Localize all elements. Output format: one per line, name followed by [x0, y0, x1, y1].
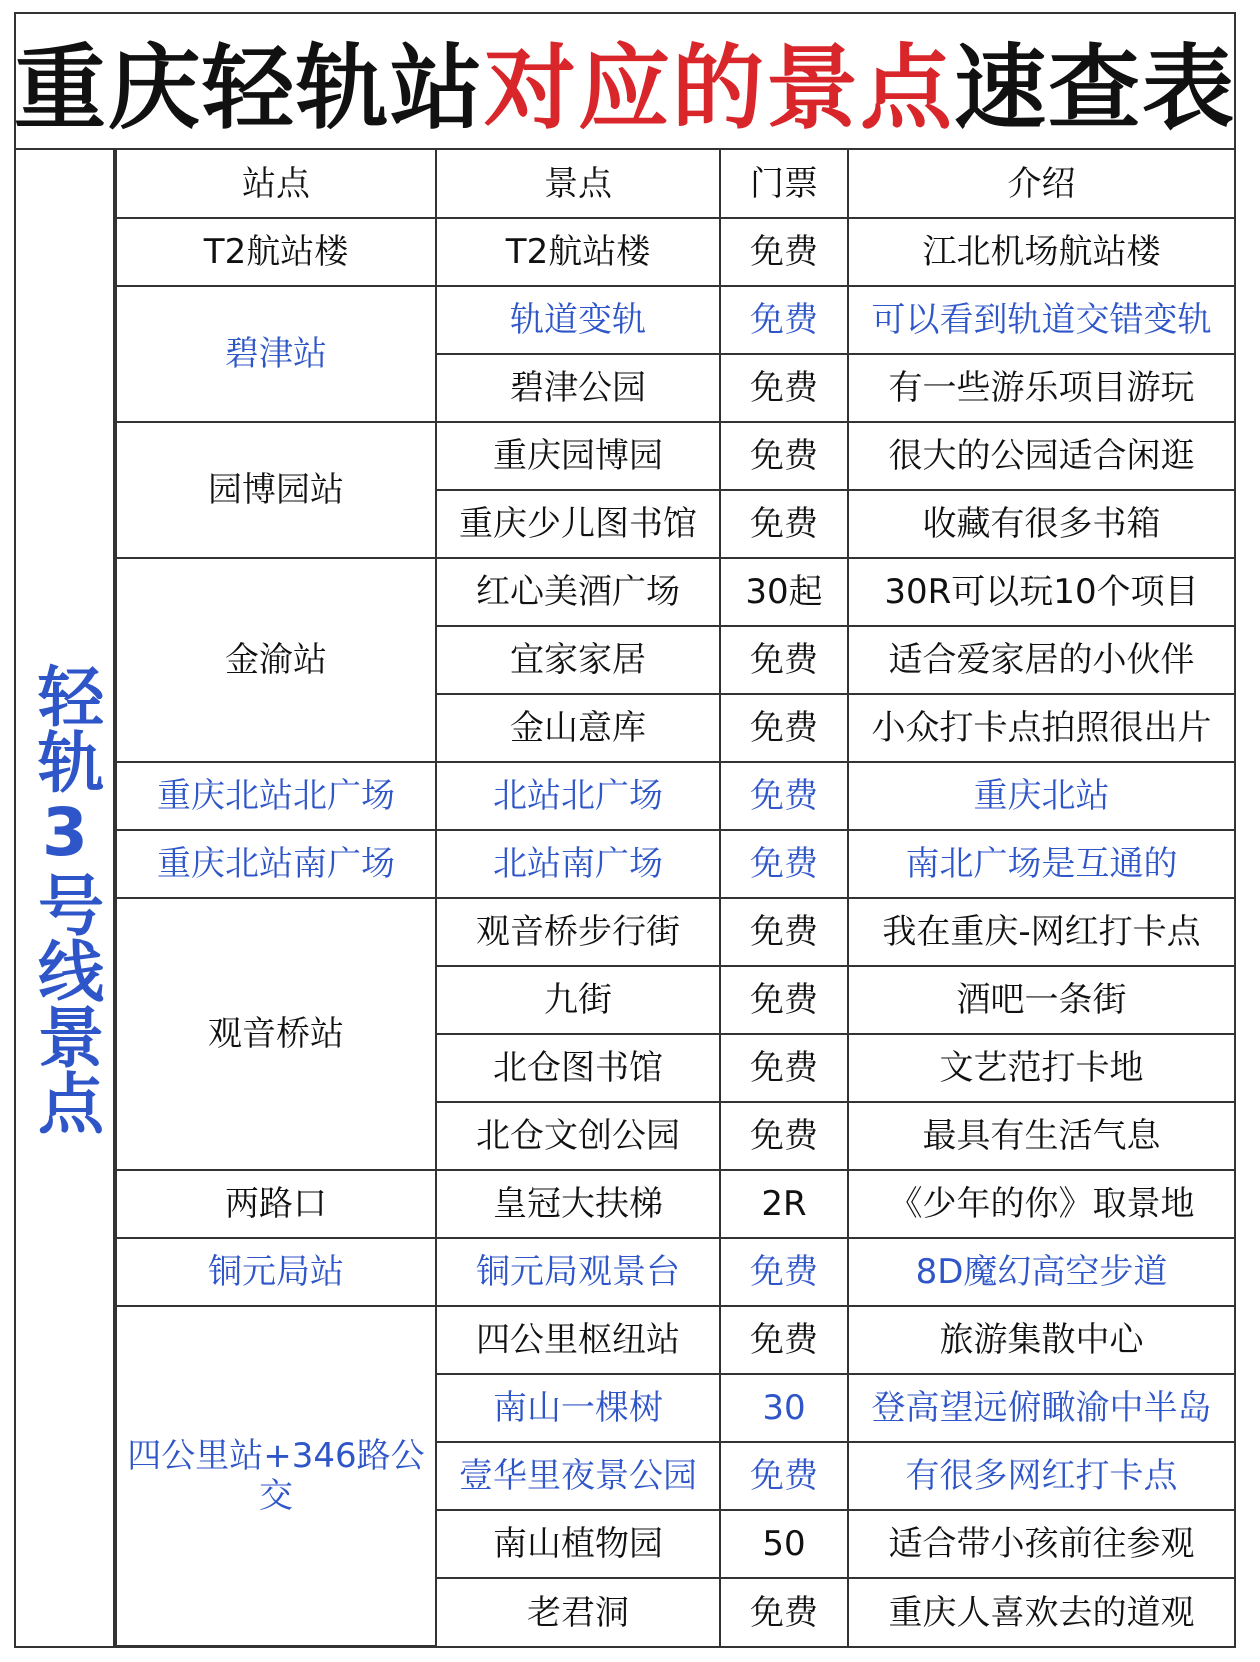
intro-cell: 酒吧一条街: [848, 966, 1234, 1034]
ticket-cell: 免费: [720, 1034, 848, 1102]
ticket-cell: 免费: [720, 1238, 848, 1306]
station-cell: 两路口: [116, 1170, 436, 1238]
ticket-cell: 免费: [720, 354, 848, 422]
intro-cell: 登高望远俯瞰渝中半岛: [848, 1374, 1234, 1442]
ticket-cell: 免费: [720, 626, 848, 694]
ticket-cell: 免费: [720, 1578, 848, 1646]
table-row: [116, 286, 1234, 354]
header-ticket: 门票: [720, 150, 848, 218]
spot-cell: 南山植物园: [436, 1510, 720, 1578]
table-row: [116, 1238, 1234, 1306]
table-row: [116, 830, 1234, 898]
intro-cell: 江北机场航站楼: [848, 218, 1234, 286]
side-label: 轻轨3号线景点: [26, 661, 104, 1135]
page-title: [13, 14, 1237, 150]
spot-cell: 金山意库: [436, 694, 720, 762]
intro-cell: 很大的公园适合闲逛: [848, 422, 1234, 490]
spot-cell: 老君洞: [436, 1578, 720, 1646]
table-row: [116, 762, 1234, 830]
spot-cell: 观音桥步行街: [436, 898, 720, 966]
ticket-cell: 30起: [720, 558, 848, 626]
intro-cell: 适合带小孩前往参观: [848, 1510, 1234, 1578]
intro-cell: 重庆人喜欢去的道观: [848, 1578, 1234, 1646]
table-body: [16, 150, 1234, 1646]
ticket-cell: 30: [720, 1374, 848, 1442]
ticket-cell: 免费: [720, 1306, 848, 1374]
intro-cell: 旅游集散中心: [848, 1306, 1234, 1374]
station-cell: 铜元局站: [116, 1238, 436, 1306]
spot-cell: 北站南广场: [436, 830, 720, 898]
ticket-cell: 免费: [720, 422, 848, 490]
header-station: 站点: [116, 150, 436, 218]
table-row: [116, 218, 1234, 286]
intro-cell: 适合爱家居的小伙伴: [848, 626, 1234, 694]
ticket-cell: 免费: [720, 966, 848, 1034]
intro-cell: 文艺范打卡地: [848, 1034, 1234, 1102]
spot-cell: 重庆少儿图书馆: [436, 490, 720, 558]
ticket-cell: 2R: [720, 1170, 848, 1238]
intro-cell: 有很多网红打卡点: [848, 1442, 1234, 1510]
side-label-column: [16, 150, 115, 1646]
header-spot: 景点: [436, 150, 720, 218]
ticket-cell: 免费: [720, 694, 848, 762]
intro-cell: 南北广场是互通的: [848, 830, 1234, 898]
spot-cell: 北仓图书馆: [436, 1034, 720, 1102]
ticket-cell: 免费: [720, 218, 848, 286]
station-cell: 四公里站+346路公交: [116, 1306, 436, 1646]
intro-cell: 《少年的你》取景地: [848, 1170, 1234, 1238]
spot-cell: 重庆园博园: [436, 422, 720, 490]
ticket-cell: 免费: [720, 762, 848, 830]
table-row: [116, 422, 1234, 490]
ticket-cell: 50: [720, 1510, 848, 1578]
station-cell: 观音桥站: [116, 898, 436, 1170]
station-cell: 园博园站: [116, 422, 436, 558]
intro-cell: 小众打卡点拍照很出片: [848, 694, 1234, 762]
spot-cell: 红心美酒广场: [436, 558, 720, 626]
spot-cell: 碧津公园: [436, 354, 720, 422]
spot-cell: 轨道变轨: [436, 286, 720, 354]
title-part-1: 重庆轻轨站: [13, 35, 484, 142]
spot-cell: 皇冠大扶梯: [436, 1170, 720, 1238]
table-row: [116, 898, 1234, 966]
intro-cell: 我在重庆-网红打卡点: [848, 898, 1234, 966]
spot-cell: 北仓文创公园: [436, 1102, 720, 1170]
intro-cell: 有一些游乐项目游玩: [848, 354, 1234, 422]
intro-cell: 重庆北站: [848, 762, 1234, 830]
spot-cell: 四公里枢纽站: [436, 1306, 720, 1374]
table-row: [116, 1170, 1234, 1238]
table-row: [116, 558, 1234, 626]
header-row: [116, 150, 1234, 218]
ticket-cell: 免费: [720, 898, 848, 966]
intro-cell: 收藏有很多书箱: [848, 490, 1234, 558]
spot-cell: 九街: [436, 966, 720, 1034]
spot-cell: 南山一棵树: [436, 1374, 720, 1442]
station-cell: 碧津站: [116, 286, 436, 422]
title-part-3: 速查表: [954, 35, 1237, 142]
intro-cell: 可以看到轨道交错变轨: [848, 286, 1234, 354]
ticket-cell: 免费: [720, 286, 848, 354]
title-part-2: 对应的景点: [484, 35, 955, 142]
intro-cell: 最具有生活气息: [848, 1102, 1234, 1170]
ticket-cell: 免费: [720, 1102, 848, 1170]
table-frame: [14, 12, 1236, 1648]
intro-cell: 8D魔幻高空步道: [848, 1238, 1234, 1306]
table-row: [116, 1306, 1234, 1374]
station-cell: 重庆北站北广场: [116, 762, 436, 830]
spot-cell: T2航站楼: [436, 218, 720, 286]
station-cell: T2航站楼: [116, 218, 436, 286]
spot-cell: 北站北广场: [436, 762, 720, 830]
spot-cell: 宜家家居: [436, 626, 720, 694]
spot-cell: 铜元局观景台: [436, 1238, 720, 1306]
spots-table: [115, 150, 1234, 1647]
ticket-cell: 免费: [720, 830, 848, 898]
header-intro: 介绍: [848, 150, 1234, 218]
intro-cell: 30R可以玩10个项目: [848, 558, 1234, 626]
ticket-cell: 免费: [720, 1442, 848, 1510]
station-cell: 金渝站: [116, 558, 436, 762]
station-cell: 重庆北站南广场: [116, 830, 436, 898]
spot-cell: 壹华里夜景公园: [436, 1442, 720, 1510]
ticket-cell: 免费: [720, 490, 848, 558]
